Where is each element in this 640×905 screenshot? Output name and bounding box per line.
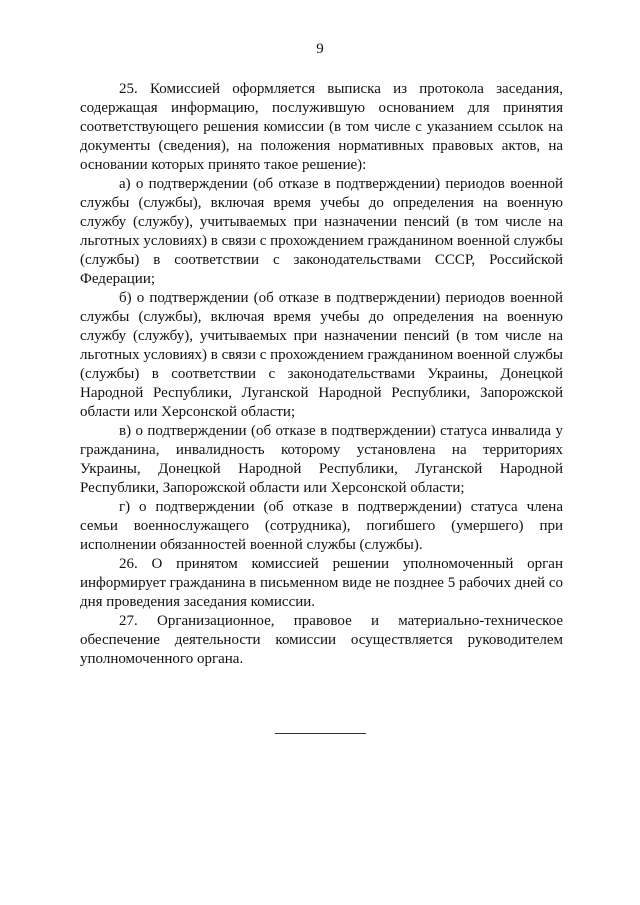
paragraph-25-item-a: а) о подтверждении (об отказе в подтверждении) периодов военной службы (службы), включая время учебы до определения на военную службу (службу), учитываемых при назначении пенсий (в том числе на льготных условиях) в связи с прохождением гражданином военной службы (службы) в соответствии с законодательствами СССР, Российской Федерации; xyxy=(80,176,563,287)
document-body xyxy=(80,80,563,669)
paragraph-25-item-b: б) о подтверждении (об отказе в подтверждении) периодов военной службы (службы), включая время учебы до определения на военную службу (службу), учитываемых при назначении пенсий (в том числе на льготных условиях) в связи с прохождением гражданином военной службы (службы) в соответствии с законодательствами Украины, Донецкой Народной Республики, Луганской Народной Республики, Запорожской области или Херсонской области; xyxy=(80,290,563,420)
paragraph-26: 26. О принятом комиссией решении уполномоченный орган информирует гражданина в письменном виде не позднее 5 рабочих дней со дня проведения заседания комиссии. xyxy=(80,556,563,610)
end-separator-line xyxy=(275,733,366,734)
paragraph-25-item-g: г) о подтверждении (об отказе в подтверждении) статуса члена семьи военнослужащего (сотрудника), погибшего (умершего) при исполнении обязанностей военной службы (службы). xyxy=(80,499,563,553)
paragraph-25-item-v: в) о подтверждении (об отказе в подтверждении) статуса инвалида у гражданина, инвалидность которому установлена на территориях Украины, Донецкой Народной Республики, Луганской Народной Республики, Запорожской области или Херсонской области; xyxy=(80,423,563,496)
paragraph-25: 25. Комиссией оформляется выписка из протокола заседания, содержащая информацию, послужившую основанием для принятия соответствующего решения комиссии (в том числе с указанием ссылок на документы (сведения), на положения нормативных правовых актов, на основании которых принято такое решение): xyxy=(80,81,563,173)
paragraph-27: 27. Организационное, правовое и материально-техническое обеспечение деятельности комиссии осуществляется руководителем уполномоченного органа. xyxy=(80,613,563,667)
page-number: 9 xyxy=(316,41,324,57)
